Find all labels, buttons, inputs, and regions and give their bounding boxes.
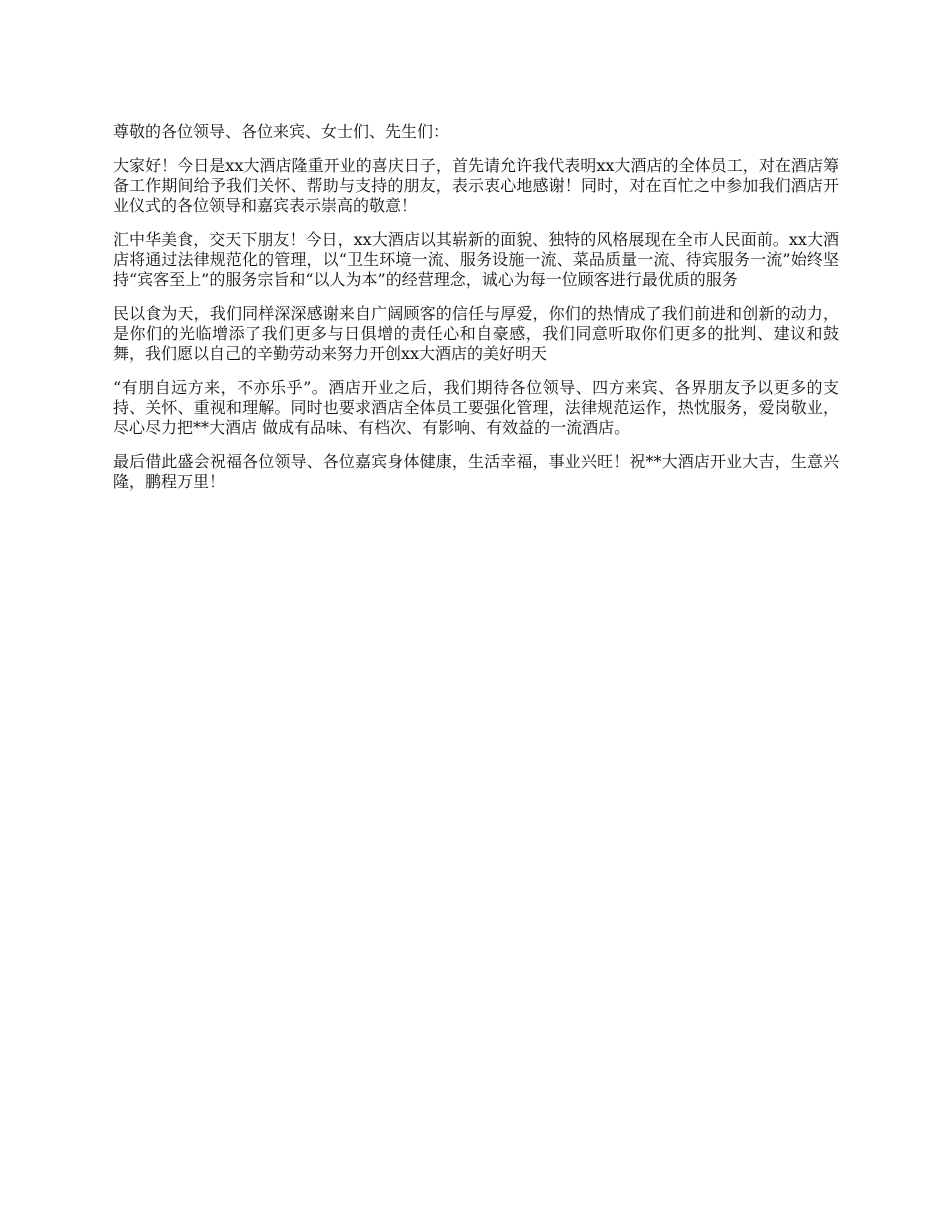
paragraph-service-philosophy: 汇中华美食，交天下朋友！今日，xx大酒店以其崭新的面貌、独特的风格展现在全市人民面前。xx大酒店将通过法律规范化的管理，以“卫生环境一流、服务设施一流、菜品质量一流、待宾服务一流”始终坚持“宾客至上”的服务宗旨和“以人为本”的经营理念，诚心为每一位顾客进行最优质的服务 [113, 230, 839, 289]
paragraph-gratitude: 民以食为天，我们同样深深感谢来自广阔顾客的信任与厚爱，你们的热情成了我们前进和创新的动力，是你们的光临增添了我们更多与日俱增的责任心和自豪感，我们同意听取你们更多的批判、建议和鼓舞，我们愿以自己的辛勤劳动来努力开创xx大酒店的美好明天 [113, 304, 839, 363]
paragraph-greeting: 大家好！今日是xx大酒店隆重开业的喜庆日子，首先请允许我代表明xx大酒店的全体员工，对在酒店筹备工作期间给予我们关怀、帮助与支持的朋友，表示衷心地感谢！同时，对在百忙之中参加我们酒店开业仪式的各位领导和嘉宾表示崇高的敬意！ [113, 156, 839, 215]
paragraph-closing-wishes: 最后借此盛会祝福各位领导、各位嘉宾身体健康，生活幸福，事业兴旺！祝**大酒店开业大吉，生意兴隆，鹏程万里！ [113, 452, 839, 491]
salutation: 尊敬的各位领导、各位来宾、女士们、先生们： [113, 122, 450, 141]
paragraph-expectations: “有朋自远方来，不亦乐乎”。酒店开业之后，我们期待各位领导、四方来宾、各界朋友予以更多的支持、关怀、重视和理解。同时也要求酒店全体员工要强化管理，法律规范运作，热忱服务，爱岗敬业，尽心尽力把**大酒店 做成有品味、有档次、有影响、有效益的一流酒店。 [113, 378, 839, 437]
document-body [113, 122, 839, 506]
